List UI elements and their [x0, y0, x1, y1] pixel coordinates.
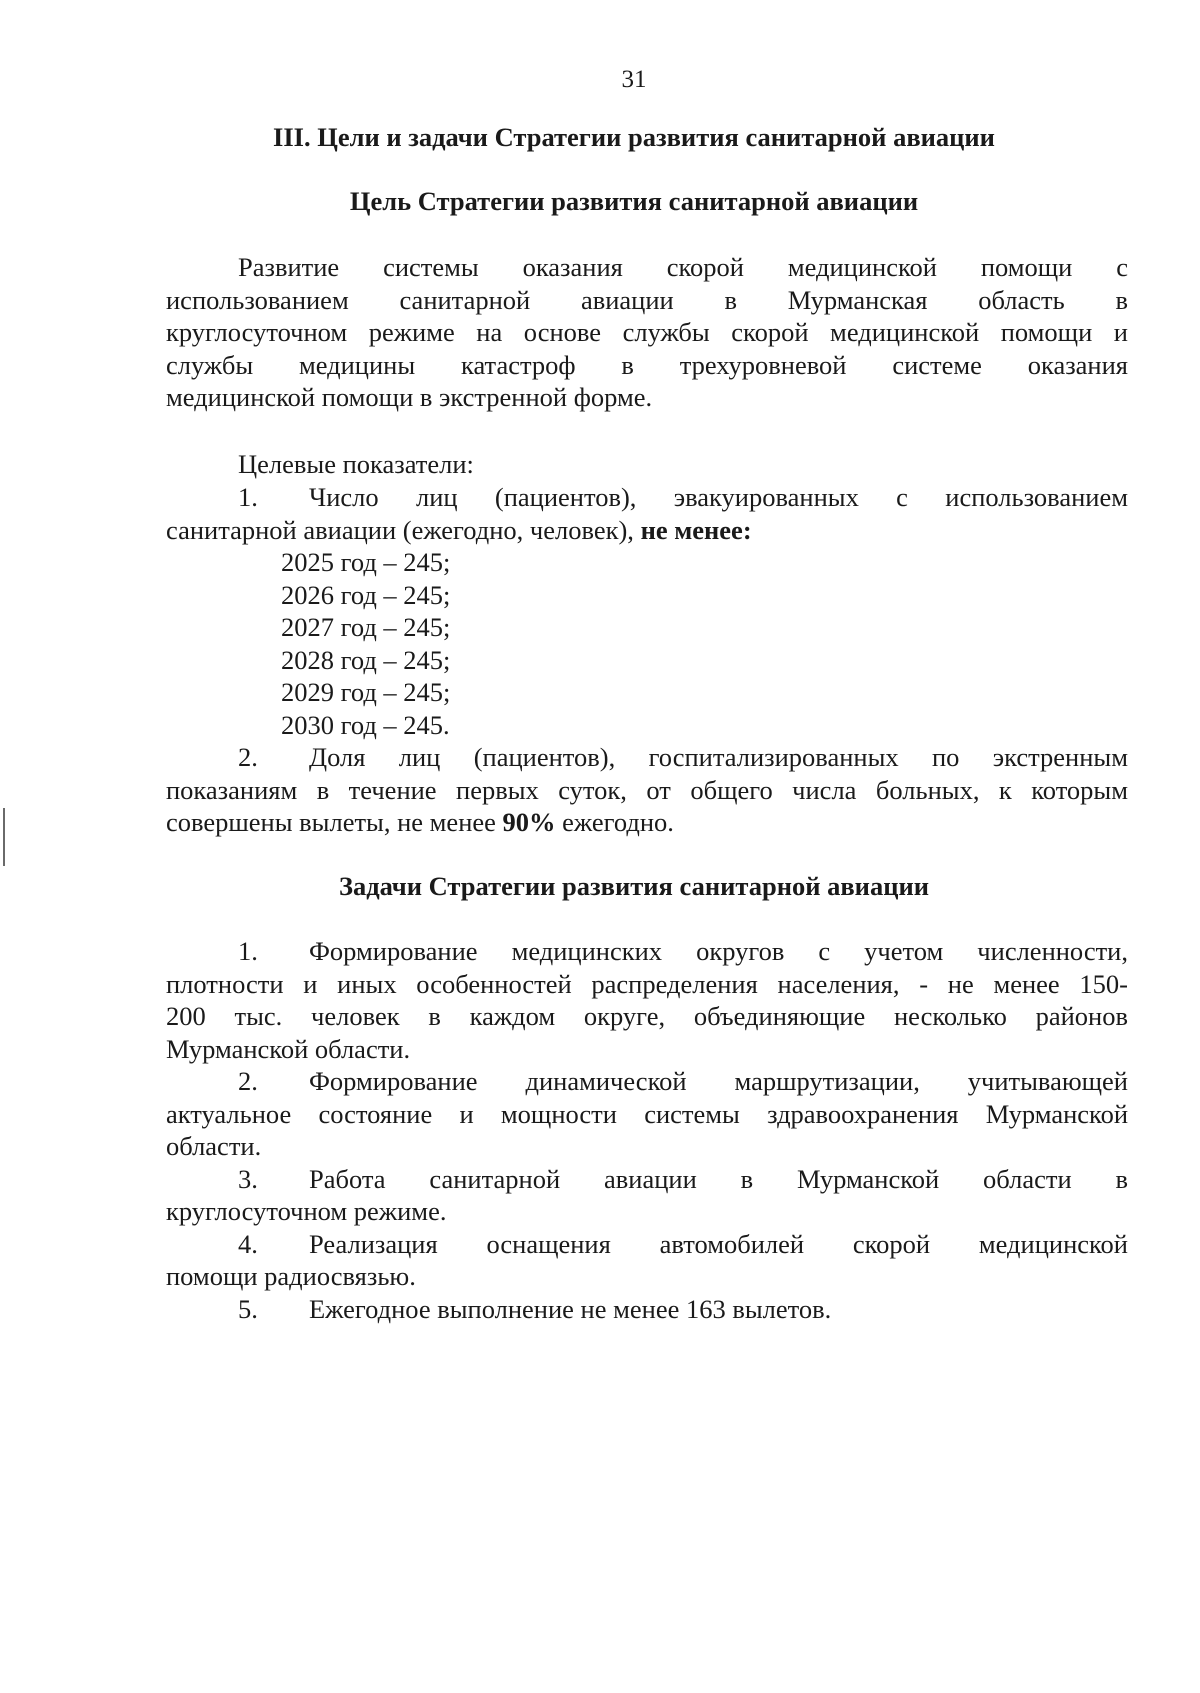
year-value: 2030 год – 245.: [281, 709, 450, 740]
indicator-1-line: [166, 481, 1128, 514]
goal-line: использованием санитарной авиации в Мурманская область в: [166, 284, 1128, 315]
indicator-2: [166, 741, 1128, 839]
indicator-1-emphasis: не менее:: [640, 514, 752, 545]
goal-line: круглосуточном режиме на основе службы скорой медицинской помощи и: [166, 317, 1128, 347]
tasks-list: [166, 935, 1128, 1325]
task-text: Работа санитарной авиации в Мурманской области в: [309, 1163, 1128, 1194]
tasks-title: Задачи Стратегии развития санитарной авиации: [338, 871, 930, 901]
task-line: актуальное состояние и мощности системы здравоохранения Мурманской: [166, 1098, 1128, 1129]
task-line: Мурманской области.: [166, 1033, 411, 1064]
task-line: [166, 935, 1128, 968]
year-value: 2026 год – 245;: [281, 579, 451, 610]
indicator-2-emphasis: 90%: [502, 807, 556, 837]
indicator-1-text: санитарной авиации (ежегодно, человек),: [166, 514, 641, 545]
goal-line: службы медицины катастроф в трехуровневой системе оказания: [166, 349, 1128, 380]
indicator-1-line: [166, 514, 1128, 547]
task-number: 3.: [238, 1163, 258, 1194]
task-line: [166, 1293, 1128, 1326]
indicator-2-line: [166, 741, 1128, 774]
year-value: 2025 год – 245;: [281, 547, 451, 577]
indicator-2-line: показаниям в течение первых суток, от общего числа больных, к которым: [166, 774, 1128, 805]
task-text: Ежегодное выполнение не менее 163 вылетов.: [309, 1293, 832, 1324]
page-number: 31: [621, 66, 647, 93]
indicator-1-text: Число лиц (пациентов), эвакуированных с использованием: [309, 482, 1128, 512]
goal-line: Развитие системы оказания скорой медицинской помощи с: [238, 252, 1128, 282]
task-number: 4.: [238, 1228, 258, 1259]
year-value: 2028 год – 245;: [281, 644, 451, 675]
task-line: области.: [166, 1131, 262, 1161]
task-text: Формирование медицинских округов с учетом численности,: [309, 936, 1128, 966]
section-title: III. Цели и задачи Стратегии развития санитарной авиации: [273, 122, 995, 152]
year-value: 2027 год – 245;: [281, 612, 451, 642]
indicator-1-years: [281, 546, 450, 741]
indicator-2-text: Доля лиц (пациентов), госпитализированных по экстренным: [309, 742, 1128, 772]
task-line: плотности и иных особенностей распределения населения, - не менее 150-: [166, 968, 1128, 999]
goal-line: медицинской помощи в экстренной форме.: [166, 382, 653, 412]
indicators-title: Целевые показатели:: [238, 449, 474, 479]
goal-paragraph: [166, 251, 1128, 414]
task-text: Формирование динамической маршрутизации, учитывающей: [309, 1066, 1128, 1096]
task-line: помощи радиосвязью.: [166, 1261, 416, 1291]
task-number: 1.: [238, 936, 258, 966]
indicator-2-line: [166, 806, 1128, 839]
task-line: [166, 1163, 1128, 1196]
task-line: [166, 1228, 1128, 1261]
goal-title: Цель Стратегии развития санитарной авиации: [349, 186, 919, 216]
indicator-2-text: ежегодно.: [555, 807, 674, 837]
indicator-1-number: 1.: [238, 482, 258, 512]
indicator-2-number: 2.: [238, 742, 258, 772]
task-number: 5.: [238, 1293, 258, 1324]
scan-margin-mark: [3, 808, 5, 866]
task-line: [166, 1065, 1128, 1098]
indicator-1: [166, 481, 1128, 546]
year-value: 2029 год – 245;: [281, 677, 451, 707]
task-number: 2.: [238, 1066, 258, 1096]
task-line: 200 тыс. человек в каждом округе, объединяющие несколько районов: [166, 1001, 1128, 1031]
indicator-2-text: совершены вылеты, не менее: [166, 807, 503, 837]
task-line: круглосуточном режиме.: [166, 1196, 447, 1226]
task-text: Реализация оснащения автомобилей скорой медицинской: [309, 1228, 1128, 1259]
